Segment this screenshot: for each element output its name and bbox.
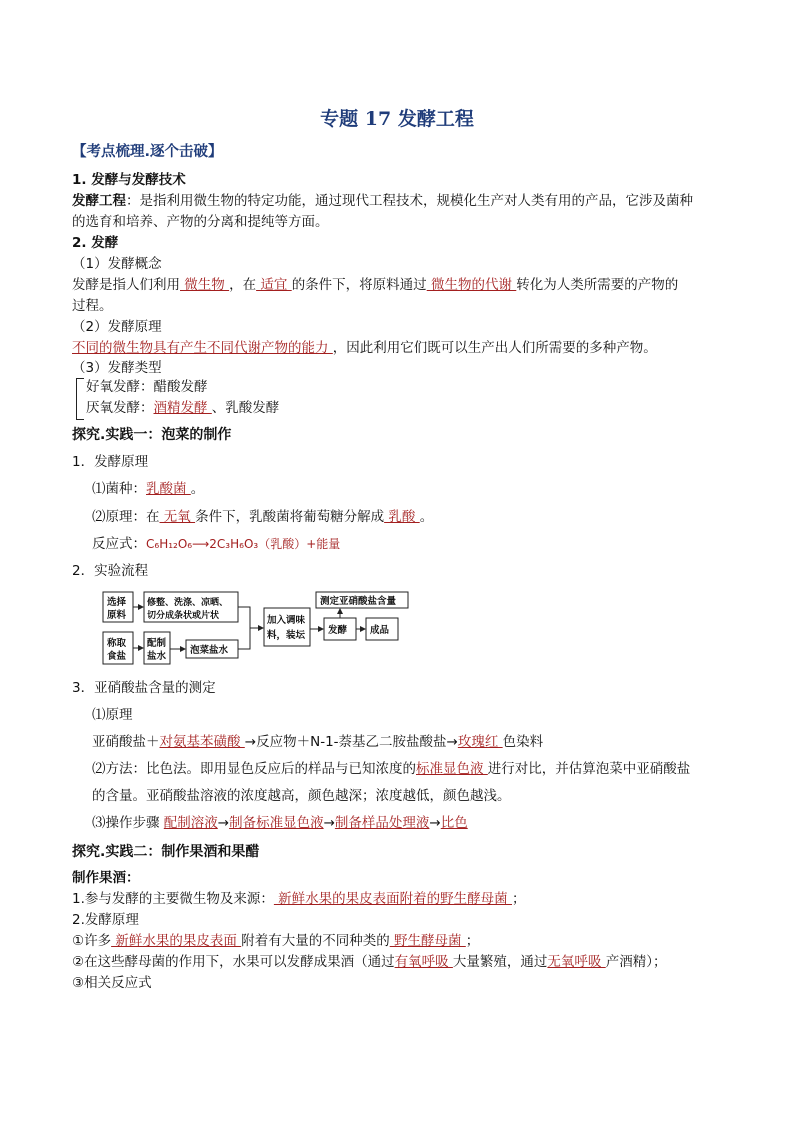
heading-fermentation: 2. 发酵 [72, 235, 119, 251]
definition-line-2: 的选育和培养、产物的分离和提纯等方面。 [72, 214, 329, 230]
principle-detail-line [92, 507, 433, 527]
sub-heading-types: （3）发酵类型 [72, 360, 162, 376]
heading-practice-1: 探究.实践一：泡菜的制作 [72, 427, 232, 443]
flow-measure: 测定亚硝酸盐含量 [320, 596, 397, 607]
text: ⑴菌种： [92, 481, 146, 497]
reaction-equation: C₆H₁₂O₆⟶2C₃H₆O₃（乳酸）+能量 [146, 537, 341, 551]
page-title: 专题 17 发酵工程 [320, 108, 474, 130]
answer-blank: 新鲜水果的果皮表面附着的野生酵母菌 [273, 891, 512, 907]
flow-ferment: 发酵 [328, 625, 348, 636]
answer-blank: 微生物的代谢 [426, 277, 517, 293]
arrow-glyph: → [323, 815, 335, 831]
definition-text-1: ：是指利用微生物的特定功能，通过现代工程技术，规模化生产对人类有用的产品，它涉及菌种 [126, 193, 693, 209]
text: 进行对比，并估算泡菜中亚硝酸盐 [487, 761, 691, 777]
principle-line [72, 338, 657, 358]
answer-blank: 制备标准显色液 [229, 815, 324, 831]
flow-weigh-1: 称取 [107, 638, 127, 649]
answer-blank: 不同的微生物具有产生不同代谢产物的能力 [72, 340, 333, 356]
text: ； [511, 891, 526, 907]
flow-trim-1: 修整、洗涤、凉晒、 [147, 598, 229, 608]
flow-prep-1: 配制 [147, 638, 167, 649]
answer-blank: 制备样品处理液 [334, 815, 430, 831]
arrow-glyph: → [429, 815, 441, 831]
answer-blank: 无氧 [159, 509, 196, 525]
text: 厌氧发酵： [86, 400, 154, 416]
text: ⑵原理：在 [92, 509, 160, 525]
p1-heading-principle: 1．发酵原理 [72, 454, 149, 470]
section-header: 【考点梳理.逐个击破】 [72, 144, 223, 160]
experiment-flowchart [100, 588, 420, 668]
wine-line-3 [72, 931, 479, 951]
answer-blank: 微生物 [180, 277, 230, 293]
answer-blank: 对氨基苯磺酸 [159, 734, 245, 750]
text: 。 [190, 481, 205, 497]
text: ①许多 [72, 933, 112, 949]
flow-select-2: 原料 [107, 610, 127, 621]
equation-line [92, 534, 340, 554]
flow-add-1: 加入调味 [267, 615, 306, 626]
term-label: 发酵工程 [72, 193, 126, 209]
method-2-line-2: 的含量。亚硝酸盐溶液的浓度越高，颜色越深；浓度越低，颜色越浅。 [92, 788, 511, 804]
wine-line-5: ③相关反应式 [72, 975, 152, 991]
answer-blank: 无氧呼吸 [547, 954, 606, 970]
text: 发酵是指人们利用 [72, 277, 180, 293]
text: 1.参与发酵的主要微生物及来源： [72, 891, 274, 907]
wine-heading: 制作果酒： [72, 870, 140, 886]
text: 、乳酸发酵 [211, 400, 280, 416]
text: 色染料 [502, 734, 544, 750]
answer-blank: 乳酸菌 [146, 481, 191, 497]
answer-blank: 新鲜水果的果皮表面 [111, 933, 242, 949]
flow-add-2: 料，装坛 [267, 630, 306, 641]
text: 大量繁殖，通过 [452, 954, 548, 970]
answer-blank: 标准显色液 [416, 761, 488, 777]
arrow-glyph: → [217, 815, 230, 831]
method-1-line [92, 732, 543, 752]
definition-line-1 [72, 191, 693, 211]
answer-blank: 野生酵母菌 [389, 933, 466, 949]
flow-prep-2: 盐水 [147, 651, 167, 662]
text: ； [465, 933, 480, 949]
heading-fermentation-tech: 1. 发酵与发酵技术 [72, 172, 186, 188]
sub-heading-concept: （1）发酵概念 [72, 256, 162, 272]
text: ②在这些酵母菌的作用下，水果可以发酵成果酒（通过 [72, 954, 395, 970]
wine-line-4 [72, 952, 666, 972]
wine-line-2: 2.发酵原理 [72, 912, 139, 928]
answer-blank: 有氧呼吸 [394, 954, 453, 970]
text: ⑵方法：比色法。即用显色反应后的样品与已知浓度的 [92, 761, 416, 777]
text: 附着有大量的不同种类的 [241, 933, 390, 949]
text: 的条件下，将原料通过 [291, 277, 427, 293]
text: 产酒精）； [605, 954, 667, 970]
sub-heading-principle: （2）发酵原理 [72, 319, 162, 335]
answer-blank: 酒精发酵 [153, 400, 212, 416]
strain-line [92, 479, 204, 499]
aerobic-type: 好氧发酵：醋酸发酵 [86, 379, 208, 395]
heading-practice-2: 探究.实践二：制作果酒和果醋 [72, 844, 260, 860]
concept-line-2: 过程。 [72, 298, 113, 314]
text: 条件下，乳酸菌将葡萄糖分解成 [195, 509, 385, 525]
flow-select-1: 选择 [107, 597, 127, 608]
type-brace [76, 378, 84, 420]
text: 亚硝酸盐＋ [92, 734, 160, 750]
text: 反应式： [92, 536, 146, 552]
method-1-heading: ⑴原理 [92, 707, 133, 723]
flow-brine: 泡菜盐水 [190, 645, 229, 656]
anaerobic-type [86, 398, 279, 418]
method-3-line [92, 813, 468, 833]
text: ⑶操作步骤 [92, 815, 164, 831]
answer-blank: 比色 [440, 815, 468, 831]
text: →反应物＋N-1-萘基乙二胺盐酸盐→ [244, 734, 458, 750]
p1-heading-flow: 2．实验流程 [72, 563, 149, 579]
text: 。 [419, 509, 434, 525]
text: ，在 [229, 277, 257, 293]
wine-line-1 [72, 889, 525, 909]
answer-blank: 适宜 [256, 277, 292, 293]
flow-product: 成品 [370, 625, 390, 636]
answer-blank: 乳酸 [384, 509, 420, 525]
text: ，因此利用它们既可以生产出人们所需要的多种产物。 [332, 340, 657, 356]
concept-line [72, 275, 678, 295]
p1-heading-nitrite: 3．亚硝酸盐含量的测定 [72, 680, 216, 696]
text: 转化为人类所需要的产物的 [516, 277, 679, 293]
method-2-line [92, 759, 690, 779]
flow-trim-2: 切分成条状或片状 [147, 611, 220, 621]
flow-weigh-2: 食盐 [107, 651, 127, 662]
answer-blank: 玫瑰红 [457, 734, 503, 750]
answer-blank: 配制溶液 [163, 815, 218, 831]
